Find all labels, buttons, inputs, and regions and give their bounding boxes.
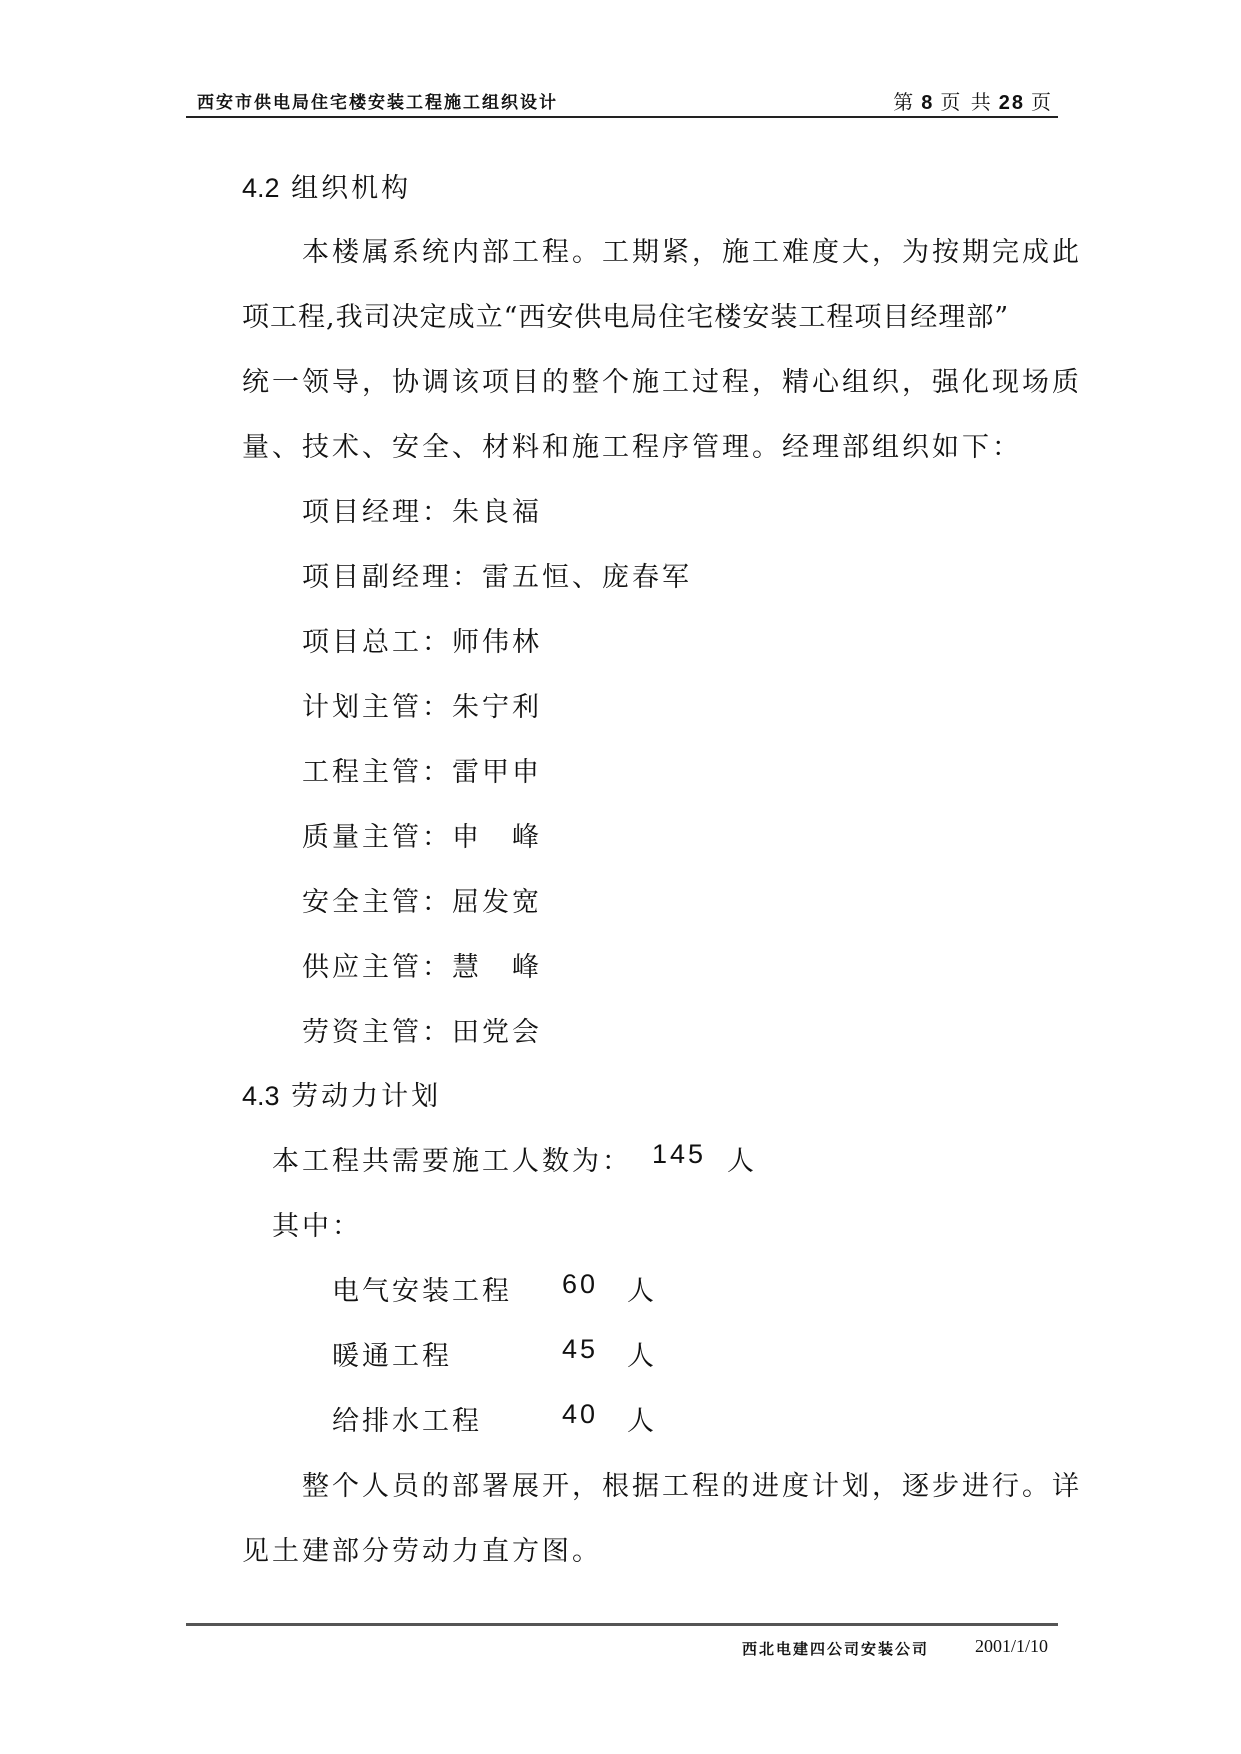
header-page-indicator <box>893 86 1053 115</box>
footer-date: 2001/1/10 <box>975 1636 1049 1656</box>
paragraph-line: 量、技术、安全、材料和施工程序管理。经理部组织如下： <box>242 432 1022 463</box>
paragraph-line: 项工程,我司决定成立“西安供电局住宅楼安装工程项目经理部” <box>242 302 1010 333</box>
page-prefix: 第 <box>893 90 916 114</box>
page-suffix: 页 <box>1031 90 1053 114</box>
among-label: 其中： <box>272 1211 362 1242</box>
section-title: 组织机构 <box>291 173 412 204</box>
breakdown-name: 给排水工程 <box>332 1406 482 1437</box>
total-workers-unit: 人 <box>727 1146 757 1177</box>
paragraph-line: 本楼属系统内部工程。工期紧，施工难度大，为按期完成此 <box>302 237 1082 268</box>
breakdown-unit: 人 <box>627 1341 657 1372</box>
staff-item: 项目总工：师伟林 <box>302 627 542 658</box>
paragraph-line: 统一领导，协调该项目的整个施工过程，精心组织，强化现场质 <box>242 367 1082 398</box>
breakdown-value: 40 <box>562 1399 599 1429</box>
total-workers-value: 145 <box>652 1139 707 1169</box>
staff-item: 项目经理：朱良福 <box>302 497 542 528</box>
section-heading-4-3 <box>242 1074 441 1113</box>
footer-divider <box>186 1623 1058 1626</box>
section-number: 4.3 <box>242 1081 280 1111</box>
breakdown-name: 电气安装工程 <box>332 1276 512 1307</box>
header-title: 西安市供电局住宅楼安装工程施工组织设计 <box>197 93 558 113</box>
footer-company: 西北电建四公司安装公司 <box>742 1640 930 1658</box>
staff-item: 工程主管：雷甲申 <box>302 757 542 788</box>
page-current: 8 <box>921 92 935 114</box>
staff-item: 项目副经理：雷五恒、庞春军 <box>302 562 692 593</box>
section-number: 4.2 <box>242 173 280 203</box>
staff-item: 供应主管：慧 峰 <box>302 952 542 983</box>
staff-item: 质量主管：申 峰 <box>302 822 542 853</box>
paragraph-line: 见土建部分劳动力直方图。 <box>242 1536 602 1567</box>
page-total: 28 <box>998 92 1025 114</box>
paragraph-line: 整个人员的部署展开，根据工程的进度计划，逐步进行。详 <box>302 1471 1082 1502</box>
breakdown-value: 60 <box>562 1269 599 1299</box>
total-workers-label: 本工程共需要施工人数为： <box>272 1146 632 1177</box>
staff-item: 计划主管：朱宁利 <box>302 692 542 723</box>
section-heading-4-2 <box>242 166 411 205</box>
breakdown-unit: 人 <box>627 1406 657 1437</box>
breakdown-unit: 人 <box>627 1276 657 1307</box>
page-middle: 页 共 <box>940 90 993 114</box>
breakdown-value: 45 <box>562 1334 599 1364</box>
staff-item: 劳资主管：田党会 <box>302 1017 542 1048</box>
staff-item: 安全主管：屈发宽 <box>302 887 542 918</box>
breakdown-name: 暖通工程 <box>332 1341 452 1372</box>
header-divider <box>186 116 1058 118</box>
section-title: 劳动力计划 <box>291 1081 442 1112</box>
